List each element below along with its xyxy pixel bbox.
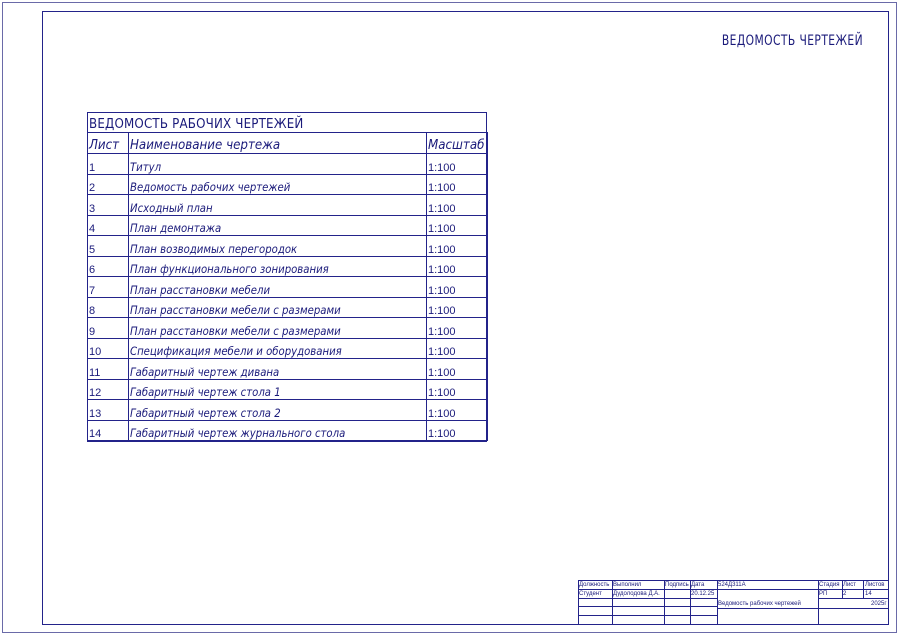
row-drawing-name: План расстановки мебели с размерами	[129, 318, 427, 339]
sheet-title: ВЕДОМОСТЬ ЧЕРТЕЖЕЙ	[721, 33, 863, 49]
row-scale: 1:100	[427, 154, 488, 175]
table-row	[88, 359, 488, 380]
row-sheet-number: 10	[88, 338, 129, 359]
header-name: Наименование чертежа	[129, 133, 427, 154]
stamp-line	[578, 598, 717, 599]
row-sheet-number: 2	[88, 174, 129, 195]
row-sheet-number: 6	[88, 256, 129, 277]
table-caption-row	[88, 112, 488, 133]
row-drawing-name: Габаритный чертеж стола 2	[129, 400, 427, 421]
table-row	[88, 338, 488, 359]
row-sheet-number: 3	[88, 195, 129, 216]
stamp-code: 524Д311А	[718, 582, 746, 588]
row-drawing-name: Исходный план	[129, 195, 427, 216]
stamp-line	[863, 580, 864, 598]
table-row	[88, 215, 488, 236]
row-drawing-name: Спецификация мебели и оборудования	[129, 338, 427, 359]
row-scale: 1:100	[427, 338, 488, 359]
row-sheet-number: 14	[88, 420, 129, 441]
row-sheet-number: 1	[88, 154, 129, 175]
stamp-signature-label: Подпись	[665, 582, 689, 588]
stamp-sheets-label: Листов	[865, 582, 885, 588]
stamp-date-value: 20.12.25	[691, 591, 715, 597]
row-scale: 1:100	[427, 256, 488, 277]
stamp-line	[717, 608, 889, 609]
stamp-sheet-label: Лист	[843, 582, 857, 588]
row-drawing-name: План функционального зонирования	[129, 256, 427, 277]
table-row	[88, 420, 488, 441]
header-scale: Масштаб	[427, 133, 488, 154]
table-row	[88, 256, 488, 277]
table-row	[88, 318, 488, 339]
row-drawing-name: План демонтажа	[129, 215, 427, 236]
row-drawing-name: Габаритный чертеж дивана	[129, 359, 427, 380]
row-sheet-number: 4	[88, 215, 129, 236]
row-scale: 1:100	[427, 174, 488, 195]
stamp-position-label: Должность	[579, 582, 610, 588]
row-scale: 1:100	[427, 420, 488, 441]
row-scale: 1:100	[427, 359, 488, 380]
table-row	[88, 174, 488, 195]
row-scale: 1:100	[427, 297, 488, 318]
table-row	[88, 195, 488, 216]
table-caption: ВЕДОМОСТЬ РАБОЧИХ ЧЕРТЕЖЕЙ	[88, 112, 488, 133]
table-row	[88, 400, 488, 421]
table-row	[88, 277, 488, 298]
row-drawing-name: План возводимых перегородок	[129, 236, 427, 257]
row-scale: 1:100	[427, 236, 488, 257]
row-drawing-name: План расстановки мебели с размерами	[129, 297, 427, 318]
table-row	[88, 297, 488, 318]
stamp-sheet-value: 2	[843, 591, 847, 597]
table-header-row	[88, 133, 488, 154]
stamp-line	[578, 615, 717, 616]
stamp-position-value: Студент	[579, 591, 602, 597]
row-drawing-name: Габаритный чертеж журнального стола	[129, 420, 427, 441]
row-scale: 1:100	[427, 277, 488, 298]
row-scale: 1:100	[427, 379, 488, 400]
row-sheet-number: 5	[88, 236, 129, 257]
drawings-list-table	[87, 112, 488, 441]
row-sheet-number: 11	[88, 359, 129, 380]
header-sheet: Лист	[88, 133, 129, 154]
row-sheet-number: 9	[88, 318, 129, 339]
stamp-performed-label: Выполнил	[613, 582, 642, 588]
stamp-stage-value: РП	[819, 591, 828, 597]
row-scale: 1:100	[427, 318, 488, 339]
row-drawing-name: Ведомость рабочих чертежей	[129, 174, 427, 195]
title-block	[578, 580, 889, 625]
table-row	[88, 154, 488, 175]
table-row	[88, 379, 488, 400]
stamp-doc-title: Ведомость рабочих чертежей	[718, 601, 801, 607]
stamp-performer: Дудолодова Д.А.	[613, 591, 660, 597]
stamp-line	[818, 598, 889, 599]
row-scale: 1:100	[427, 195, 488, 216]
stamp-date-label: Дата	[691, 582, 705, 588]
stamp-sheets-value: 14	[865, 591, 872, 597]
row-sheet-number: 8	[88, 297, 129, 318]
table-row	[88, 236, 488, 257]
row-drawing-name: План расстановки мебели	[129, 277, 427, 298]
row-drawing-name: Габаритный чертеж стола 1	[129, 379, 427, 400]
row-sheet-number: 7	[88, 277, 129, 298]
row-scale: 1:100	[427, 215, 488, 236]
stamp-line	[578, 606, 717, 607]
stamp-stage-label: Стадия	[819, 582, 840, 588]
row-scale: 1:100	[427, 400, 488, 421]
row-sheet-number: 13	[88, 400, 129, 421]
row-drawing-name: Титул	[129, 154, 427, 175]
stamp-year: 2025г	[871, 601, 887, 607]
row-sheet-number: 12	[88, 379, 129, 400]
